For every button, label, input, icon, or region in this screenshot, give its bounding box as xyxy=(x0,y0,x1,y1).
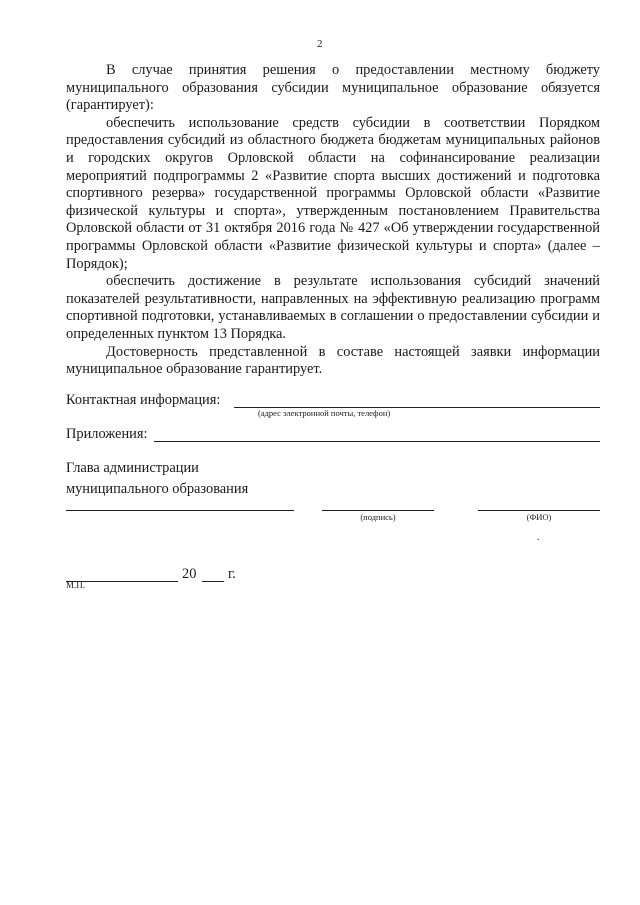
paragraph-performance-indicators: обеспечить достижение в результате использования субсидий значений показателей результативности, направленных на эффективную реализацию программ спортивной подготовки, устанавливаемых в соглашении о предоставлении субсидии и определенных пунктом 13 Порядка. xyxy=(66,273,600,342)
head-title-line1: Глава администрации xyxy=(66,460,199,476)
contact-info-hint: (адрес электронной почты, телефон) xyxy=(258,408,391,418)
body-text xyxy=(66,62,600,379)
attachments-field xyxy=(66,426,600,446)
attachments-label: Приложения: xyxy=(66,426,148,442)
signature-caption: (подпись) xyxy=(360,512,396,522)
date-field xyxy=(66,566,266,596)
signature-row xyxy=(0,510,640,540)
head-of-administration xyxy=(66,458,248,500)
stray-mark: . xyxy=(537,532,540,543)
seal-label: М.П. xyxy=(66,580,86,590)
date-year-line xyxy=(202,581,224,582)
head-title-line2: муниципального образования xyxy=(66,481,249,497)
date-year-prefix: 20 xyxy=(182,566,197,582)
position-line xyxy=(66,510,294,511)
name-caption: (ФИО) xyxy=(526,512,552,522)
contact-info-label: Контактная информация: xyxy=(66,392,221,408)
signature-line xyxy=(322,510,434,511)
paragraph-obligation-intro: В случае принятия решения о предоставлении местному бюджету муниципального образования субсидии муниципальное образование обязуется (гарантирует): xyxy=(66,62,600,114)
page-number: 2 xyxy=(317,38,323,50)
paragraph-reliability: Достоверность представленной в составе настоящей заявки информации муниципальное образование гарантирует. xyxy=(66,343,600,378)
attachments-line xyxy=(154,441,600,442)
date-year-suffix: г. xyxy=(228,566,236,582)
name-line xyxy=(478,510,600,511)
paragraph-use-of-funds: обеспечить использование средств субсидии в соответствии Порядком предоставления субсидий из областного бюджета бюджетам муниципальных районов и городских округов Орловской области на софинансирование реализации мероприятий подпрограммы 2 «Развитие спорта высших достижений и подготовка спортивного резерва» государственной программы Орловской области «Развитие физической культуры и спорта», утвержденным постановлением Правительства Орловской области от 31 октября 2016 года № 427 «Об утверждении государственной программы Орловской области «Развитие физической культуры и спорта» (далее – Порядок); xyxy=(66,114,600,272)
